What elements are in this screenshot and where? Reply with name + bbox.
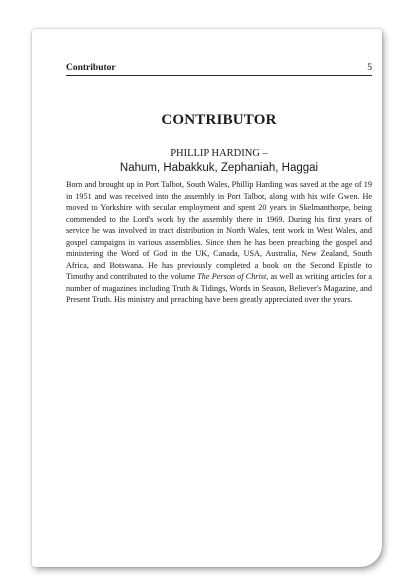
contributor-name: PHILLIP HARDING – <box>170 148 268 159</box>
contributor-books: Nahum, Habakkuk, Zephaniah, Haggai <box>119 162 319 174</box>
running-head <box>66 61 372 76</box>
running-head-title: Contributor <box>66 63 116 73</box>
contributor-biography <box>66 179 372 306</box>
chapter-title: CONTRIBUTOR <box>161 112 277 128</box>
book-page <box>32 29 382 567</box>
bio-text-part2: as well as writing articles for a number of magazines including Truth & Tidings, Words in Season, Believer's Magazine, and Present Truth. His ministry and preaching have been greatly appreciated over the years. <box>66 272 372 304</box>
bio-text-part1: Born and brought up in Port Talbot, South Wales, Phillip Harding was saved at the age of 19 in 1951 and was received into the assembly in Port Talbot, along with his wife Gwen. He moved to Yorkshire with secular employment and spent 20 years in Skelmanthorpe, being commended to the Lord's work by the assembly there in 1969. During his first years of service he was involved in tract distribution in North Wales, tent work in West Wales, and gospel campaigns in various assemblies. Since then he has been preaching the gospel and ministering the Word of God in the UK, Canada, USA, Australia, New Zealand, South Africa, and Botswana. He has previously completed a book on the Second Epistle to Timothy and contributed to the volume <box>66 180 372 281</box>
bio-book-title: The Person of Christ, <box>197 272 269 281</box>
page-number: 5 <box>367 63 372 73</box>
